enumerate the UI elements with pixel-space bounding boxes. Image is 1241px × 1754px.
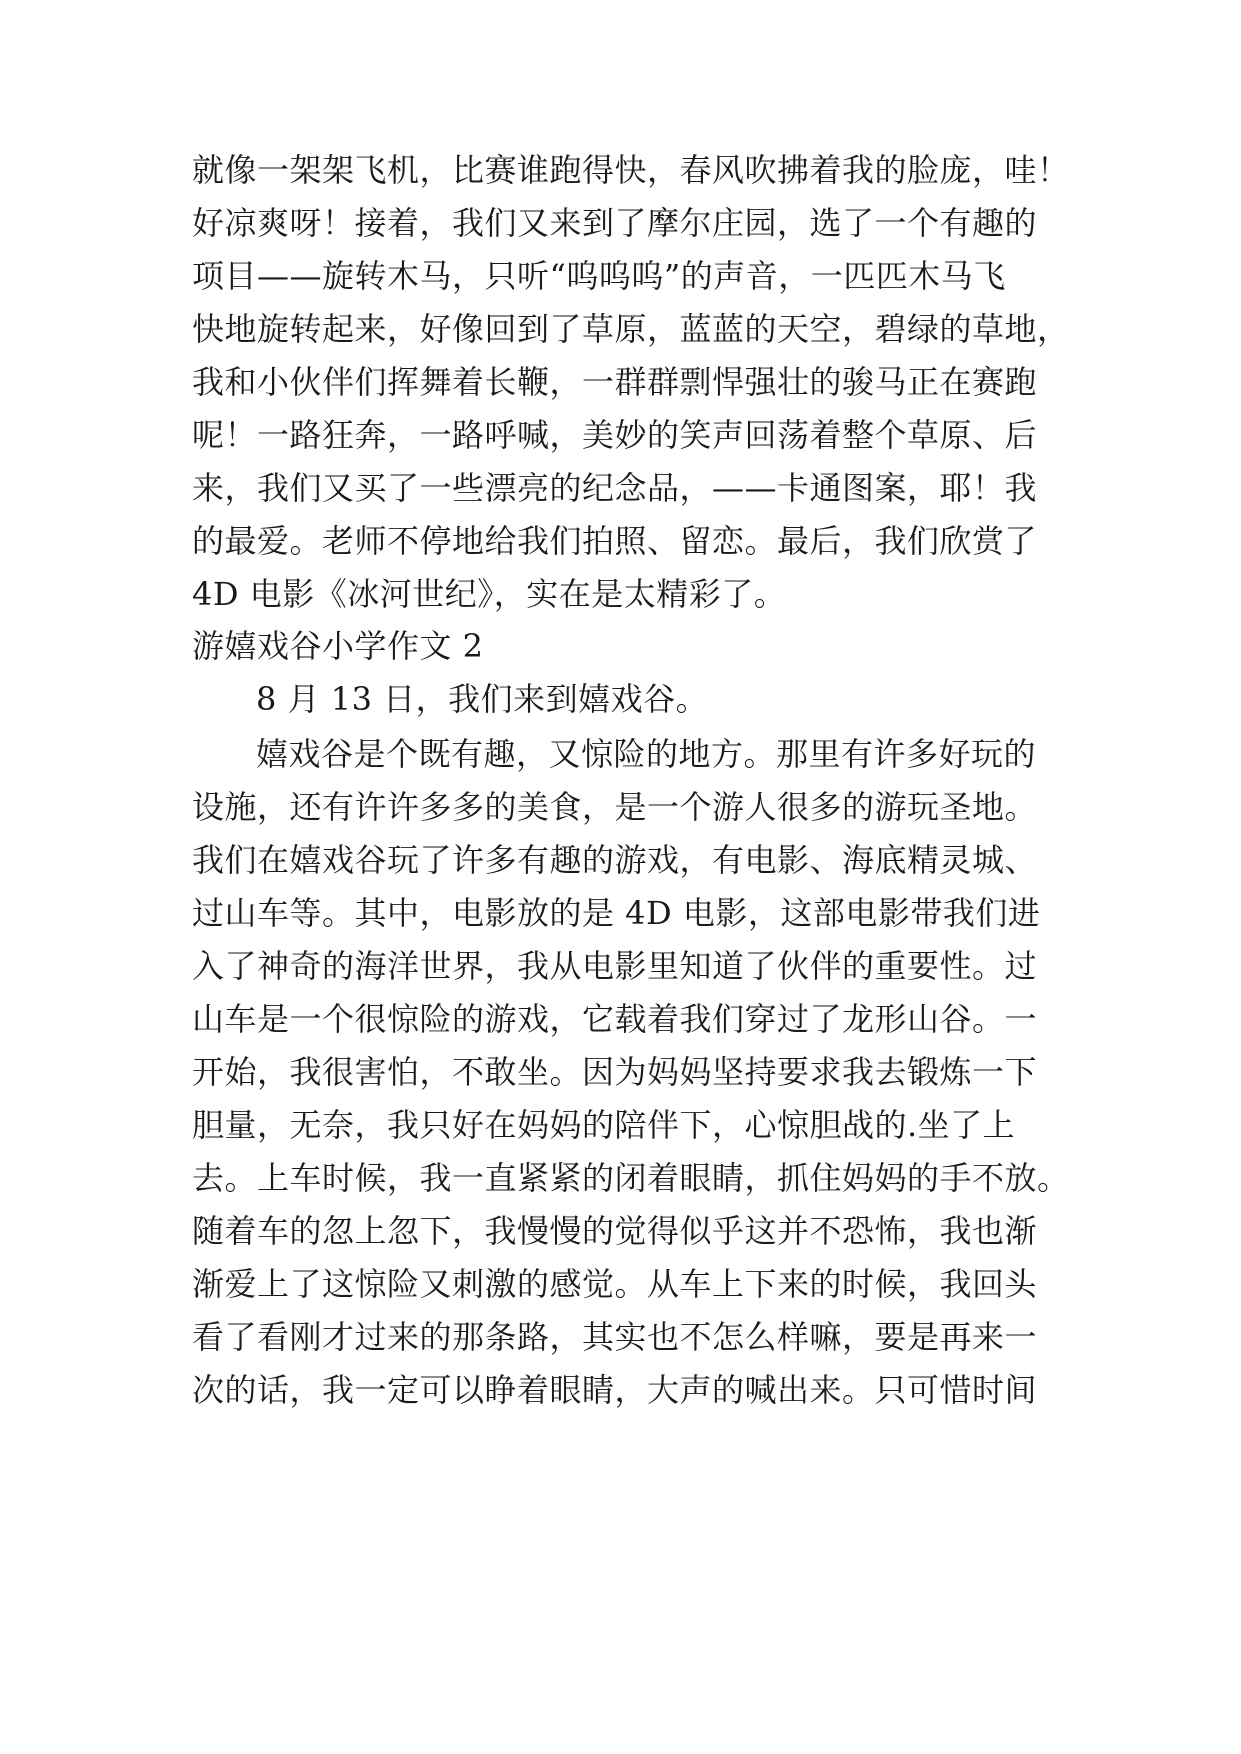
text-line: 入了神奇的海洋世界，我从电影里知道了伙伴的重要性。过	[192, 947, 1038, 985]
text-line: 我们在嬉戏谷玩了许多有趣的游戏，有电影、海底精灵城、	[192, 841, 1038, 879]
text-line: 嬉戏谷是个既有趣，又惊险的地方。那里有许多好玩的	[256, 735, 1037, 773]
text-line: 次的话，我一定可以睁着眼睛，大声的喊出来。只可惜时间	[192, 1371, 1038, 1409]
text-line: 4D 电影《冰河世纪》，实在是太精彩了。	[192, 575, 787, 613]
text-line: 项目——旋转木马，只听“呜呜呜”的声音，一匹匹木马飞	[192, 257, 1006, 295]
text-line: 呢！一路狂奔，一路呼喊，美妙的笑声回荡着整个草原、后	[192, 416, 1038, 454]
text-line: 的最爱。老师不停地给我们拍照、留恋。最后，我们欣赏了	[192, 522, 1038, 560]
text-line: 来，我们又买了一些漂亮的纪念品，——卡通图案，耶！我	[192, 469, 1038, 507]
text-line: 山车是一个很惊险的游戏，它载着我们穿过了龙形山谷。一	[192, 1000, 1038, 1038]
text-line: 快地旋转起来，好像回到了草原，蓝蓝的天空，碧绿的草地，	[192, 310, 1070, 348]
text-line: 好凉爽呀！接着，我们又来到了摩尔庄园，选了一个有趣的	[192, 204, 1038, 242]
text-line: 渐爱上了这惊险又刺激的感觉。从车上下来的时候，我回头	[192, 1265, 1038, 1303]
paragraph-date: 8 月 13 日，我们来到嬉戏谷。	[256, 680, 709, 718]
text-line: 随着车的忽上忽下，我慢慢的觉得似乎这并不恐怖，我也渐	[192, 1212, 1038, 1250]
text-line: 看了看刚才过来的那条路，其实也不怎么样嘛，要是再来一	[192, 1318, 1038, 1356]
text-line: 我和小伙伴们挥舞着长鞭，一群群剽悍强壮的骏马正在赛跑	[192, 363, 1038, 401]
text-line: 设施，还有许许多多的美食，是一个游人很多的游玩圣地。	[192, 788, 1038, 826]
text-line: 开始，我很害怕，不敢坐。因为妈妈坚持要求我去锻炼一下	[192, 1053, 1038, 1091]
text-line: 过山车等。其中，电影放的是 4D 电影，这部电影带我们进	[192, 894, 1041, 932]
text-line: 胆量，无奈，我只好在妈妈的陪伴下，心惊胆战的.坐了上	[192, 1106, 1016, 1144]
text-line: 去。上车时候，我一直紧紧的闭着眼睛，抓住妈妈的手不放。	[192, 1159, 1070, 1197]
text-line: 就像一架架飞机，比赛谁跑得快，春风吹拂着我的脸庞，哇！	[192, 151, 1070, 189]
section-heading: 游嬉戏谷小学作文 2	[192, 627, 484, 665]
